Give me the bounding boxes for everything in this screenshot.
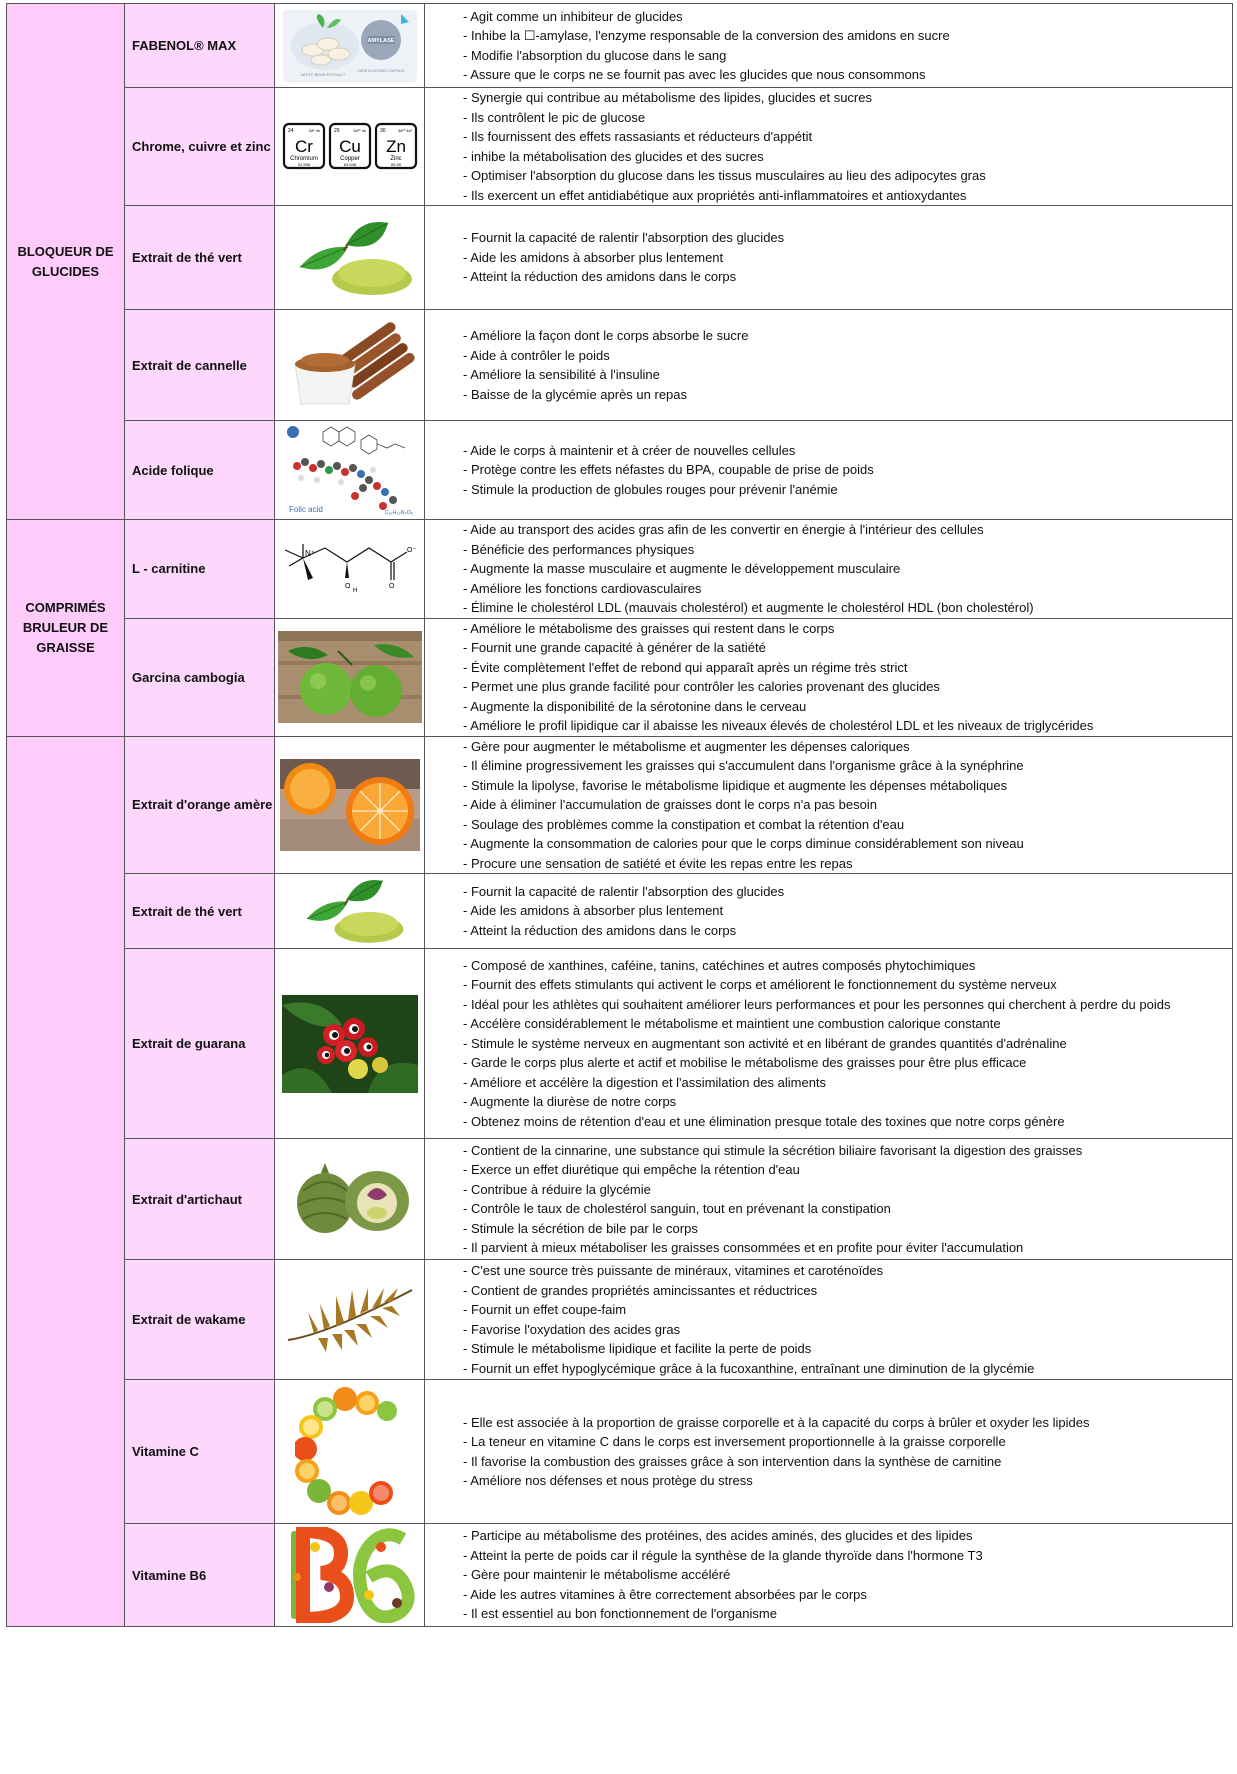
ingredient-name: Garcina cambogia: [125, 618, 275, 736]
benefit-item: - Ils contrôlent le pic de glucose: [463, 109, 646, 125]
ingredient-name: L - carnitine: [125, 520, 275, 619]
ingredient-name: Extrait de wakame: [125, 1260, 275, 1380]
benefit-item: - Stimule la sécrétion de bile par le corps: [463, 1220, 698, 1236]
electron-config: 3d¹⁰ 4s: [352, 127, 366, 133]
benefits-list: [425, 736, 1233, 874]
benefit-item: - Elle est associée à la proportion de graisse corporelle et à la capacité du corps à brûler et oxyder les lipides: [463, 1414, 1090, 1430]
benefit-item: - Obtenez moins de rétention d'eau et une élimination presque totale des toxines que notre corps génère: [463, 1113, 1065, 1129]
benefit-item: - Aide au transport des acides gras afin de les convertir en énergie à l'intérieur des cellules: [463, 522, 984, 537]
ingredient-name: Extrait d'orange amère: [125, 736, 275, 874]
table-row: [7, 206, 1233, 310]
benefit-item: - Améliore nos défenses et nous protège du stress: [463, 1473, 753, 1488]
benefit-item: - Fournit des effets stimulants qui activent le corps et améliorent le fonctionnement du système nerveux: [463, 977, 1057, 993]
ingredient-name: Vitamine C: [125, 1380, 275, 1524]
benefit-item: - Évite complètement l'effet de rebond qui apparaît après un régime très strict: [463, 659, 908, 675]
svg-text:O: O: [389, 582, 395, 590]
benefit-item: - inhibe la métabolisation des glucides et des sucres: [463, 148, 764, 164]
benefits-list: [425, 88, 1233, 206]
table-row: [7, 4, 1233, 88]
benefits-list: [425, 1524, 1233, 1627]
benefit-item: - Gère pour augmenter le métabolisme et augmenter les dépenses caloriques: [463, 738, 910, 754]
folic-acid-molecule-image: [275, 421, 425, 520]
benefits-list: [425, 1139, 1233, 1260]
benefit-item: - Modifie l'absorption du glucose dans le sang: [463, 47, 727, 63]
vitamin-c-fruits-image: [275, 1380, 425, 1524]
benefit-item: - Accélère considérablement le métabolisme et maintient une combustion calorique constante: [463, 1016, 1001, 1032]
benefit-item: - Stimule la lipolyse, favorise le métabolisme lipidique et augmente les dépenses métaboliques: [463, 777, 1008, 793]
benefit-item: - Gère pour maintenir le métabolisme accéléré: [463, 1567, 731, 1583]
benefit-item: - Inhibe la ☐-amylase, l'enzyme responsable de la conversion des amidons en sucre: [463, 28, 950, 43]
guarana-fruit-image: [275, 949, 425, 1139]
atomic-number: 29: [333, 127, 340, 134]
benefit-item: - C'est une source très puissante de minéraux, vitamines et caroténoïdes: [463, 1263, 884, 1278]
benefit-item: - Améliore le métabolisme des graisses qui restent dans le corps: [463, 620, 835, 636]
badge-text: AMYLASE: [367, 37, 394, 44]
benefit-item: - Contient de grandes propriétés amincissantes et réductrices: [463, 1282, 818, 1298]
ingredient-name: FABENOL® MAX: [125, 4, 275, 88]
ingredient-name: Extrait de thé vert: [125, 874, 275, 949]
ingredient-name: Chrome, cuivre et zinc: [125, 88, 275, 206]
benefits-list: [425, 949, 1233, 1139]
benefit-item: - Permet une plus grande facilité pour contrôler les calories provenant des glucides: [463, 679, 940, 694]
benefit-item: - Contrôle le taux de cholestérol sanguin, tout en prévenant la constipation: [463, 1201, 891, 1216]
svg-text:H: H: [353, 587, 358, 594]
category-label: BLOQUEUR DE GLUCIDES: [17, 243, 114, 279]
wakame-seaweed-image: [275, 1260, 425, 1380]
benefit-item: - La teneur en vitamine C dans le corps est inversement proportionnelle à la graisse corporelle: [463, 1434, 1006, 1449]
element-tile: [376, 124, 416, 168]
vitamin-b6-foods-image: [275, 1524, 425, 1627]
bitter-orange-image: [275, 736, 425, 874]
benefit-item: - Exerce un effet diurétique qui empêche la rétention d'eau: [463, 1162, 800, 1177]
atomic-weight: 63.546: [343, 161, 356, 167]
table-row: [7, 88, 1233, 206]
element-name: Chromium: [289, 155, 318, 162]
carnitine-structure-image: [275, 520, 425, 619]
benefit-item: - Agit comme un inhibiteur de glucides: [463, 8, 683, 24]
benefit-item: - Améliore la sensibilité à l'insuline: [463, 367, 660, 382]
benefit-item: - Aide le corps à maintenir et à créer de nouvelles cellules: [463, 442, 796, 458]
category-cell: [7, 4, 125, 520]
benefit-item: - Il élimine progressivement les graisses qui s'accumulent dans l'organisme grâce à la synéphrine: [463, 758, 1024, 773]
category-cell: [7, 520, 125, 737]
cinnamon-image: [275, 310, 425, 421]
atomic-weight: 51.996: [297, 161, 310, 167]
table-row: [7, 1139, 1233, 1260]
benefits-list: [425, 421, 1233, 520]
category-cell: [7, 736, 125, 1627]
green-tea-image: [275, 206, 425, 310]
element-symbol: Zn: [385, 136, 406, 156]
benefit-item: - Stimule le système nerveux en augmentant son activité et en libérant de grandes quantités d'adrénaline: [463, 1035, 1067, 1051]
benefit-item: - Baisse de la glycémie après un repas: [463, 386, 688, 402]
element-tile: [284, 124, 324, 168]
image-caption: WHITE BEAN EXTRACT: [300, 71, 345, 77]
benefit-item: - Fournit une grande capacité à générer de la satiété: [463, 640, 766, 655]
table-row: [7, 310, 1233, 421]
benefit-item: - Aide les amidons à absorber plus lentement: [463, 249, 724, 265]
benefit-item: - Bénéficie des performances physiques: [463, 541, 695, 557]
periodic-elements-image: [275, 88, 425, 206]
benefit-item: - Aide les amidons à absorber plus lentement: [463, 903, 724, 919]
artichoke-image: [275, 1139, 425, 1260]
garcinia-fruit-image: [275, 618, 425, 736]
ingredient-name: Extrait de cannelle: [125, 310, 275, 421]
benefit-item: - Atteint la réduction des amidons dans le corps: [463, 922, 737, 938]
svg-text:N⁺: N⁺: [305, 548, 315, 558]
benefit-item: - Participe au métabolisme des protéines, des acides aminés, des glucides et des lipides: [463, 1528, 973, 1544]
benefits-list: [425, 310, 1233, 421]
table-row: [7, 736, 1233, 874]
element-name: Copper: [339, 155, 360, 162]
benefit-item: - Ils exercent un effet antidiabétique aux propriétés anti-inflammatoires et antioxydantes: [463, 187, 967, 203]
ingredient-name: Extrait de thé vert: [125, 206, 275, 310]
benefit-item: - Protège contre les effets néfastes du BPA, coupable de prise de poids: [463, 462, 874, 478]
benefit-item: - Atteint la perte de poids car il régule la synthèse de la glande thyroïde dans l'hormone T3: [463, 1547, 983, 1563]
benefit-item: - Il est essentiel au bon fonctionnement de l'organisme: [463, 1606, 777, 1622]
benefits-list: [425, 1260, 1233, 1380]
element-name: Zinc: [389, 155, 402, 162]
benefits-list: [425, 520, 1233, 619]
ingredient-name: Acide folique: [125, 421, 275, 520]
benefit-item: - Aide à contrôler le poids: [463, 347, 610, 363]
benefit-item: - Améliore le profil lipidique car il abaisse les niveaux élevés de cholestérol LDL et les niveaux de triglycérides: [463, 718, 1094, 733]
element-symbol: Cr: [294, 136, 313, 156]
benefit-item: - Augmente la disponibilité de la sérotonine dans le cerveau: [463, 698, 807, 714]
image-caption: Folic acid: [288, 505, 323, 514]
benefits-list: [425, 1380, 1233, 1524]
benefit-item: - Fournit un effet hypoglycémique grâce à la fucoxanthine, entraînant une diminution de la glycémie: [463, 1360, 1035, 1376]
benefits-list: [425, 4, 1233, 88]
benefit-item: - Améliore les fonctions cardiovasculaires: [463, 580, 702, 596]
element-tile: [330, 124, 370, 168]
benefit-item: - Fournit un effet coupe-faim: [463, 1302, 627, 1317]
benefit-item: - Aide les autres vitamines à être correctement absorbées par le corps: [463, 1586, 867, 1602]
table-row: [7, 520, 1233, 619]
benefit-item: - Stimule la production de globules rouges pour prévenir l'anémie: [463, 481, 838, 497]
benefit-item: - Idéal pour les athlètes qui souhaitent améliorer leurs performances et pour les personnes qui cherchent à perdre du poids: [463, 996, 1171, 1012]
benefit-item: - Contribue à réduire la glycémie: [463, 1181, 651, 1197]
atomic-number: 30: [379, 127, 386, 134]
element-symbol: Cu: [338, 136, 361, 156]
benefit-item: - Améliore et accélère la digestion et l'assimilation des aliments: [463, 1074, 827, 1090]
formula-label: C₁₉H₁₉N₇O₆: [384, 510, 413, 516]
benefit-item: - Il favorise la combustion des graisses grâce à son intervention dans la synthèse de carnitine: [463, 1453, 1002, 1469]
table-row: [7, 1380, 1233, 1524]
table-row: [7, 618, 1233, 736]
benefit-item: - Stimule le métabolisme lipidique et facilite la perte de poids: [463, 1341, 812, 1356]
benefit-item: - Fournit la capacité de ralentir l'absorption des glucides: [463, 883, 785, 899]
table-row: [7, 1524, 1233, 1627]
supplement-ingredients-table: [6, 3, 1233, 1627]
benefits-list: [425, 618, 1233, 736]
benefit-item: - Atteint la réduction des amidons dans le corps: [463, 269, 737, 285]
benefit-item: - Augmente la consommation de calories pour que le corps diminue considérablement son niveau: [463, 836, 1024, 851]
benefit-item: - Assure que le corps ne se fournit pas avec les glucides que nous consommons: [463, 67, 926, 82]
benefit-item: - Ils fournissent des effets rassasiants et réducteurs d'appétit: [463, 129, 813, 144]
benefit-item: - Synergie qui contribue au métabolisme des lipides, glucides et sucres: [463, 90, 872, 105]
image-caption: CARB BLOCKING CAPSULE: [356, 68, 405, 73]
ingredient-name: Vitamine B6: [125, 1524, 275, 1627]
benefit-item: - Favorise l'oxydation des acides gras: [463, 1321, 681, 1337]
white-bean-amylase-image: [275, 4, 425, 88]
category-label: COMPRIMÉS BRULEUR DE GRAISSE: [22, 599, 109, 655]
svg-text:O: O: [345, 582, 351, 590]
benefit-item: - Aide à éliminer l'accumulation de graisses dont le corps n'a pas besoin: [463, 797, 877, 812]
ingredient-name: Extrait de guarana: [125, 949, 275, 1139]
green-tea-image: [275, 874, 425, 949]
table-row: [7, 874, 1233, 949]
electron-config: 3d¹⁰ 4s²: [397, 127, 412, 133]
table-row: [7, 949, 1233, 1139]
ingredient-name: Extrait d'artichaut: [125, 1139, 275, 1260]
benefit-item: - Composé de xanthines, caféine, tanins, catéchines et autres composés phytochimiques: [463, 957, 976, 973]
benefit-item: - Fournit la capacité de ralentir l'absorption des glucides: [463, 230, 785, 246]
table-row: [7, 1260, 1233, 1380]
table-row: [7, 421, 1233, 520]
benefit-item: - Il parvient à mieux métaboliser les graisses consommées et en profite pour éviter l'accumulation: [463, 1240, 1024, 1255]
electron-config: 3d⁵ 4s: [308, 127, 320, 133]
benefit-item: - Soulage des problèmes comme la constipation et combat la rétention d'eau: [463, 816, 905, 832]
atomic-weight: 65.39: [390, 161, 401, 167]
benefit-item: - Augmente la diurèse de notre corps: [463, 1094, 677, 1110]
benefit-item: - Améliore la façon dont le corps absorbe le sucre: [463, 328, 749, 343]
benefit-item: - Contient de la cinnarine, une substance qui stimule la sécrétion biliaire favorisant la digestion des graisses: [463, 1142, 1083, 1158]
svg-text:O⁻: O⁻: [407, 546, 417, 554]
atomic-number: 24: [287, 127, 294, 134]
benefit-item: - Élimine le cholestérol LDL (mauvais cholestérol) et augmente le cholestérol HDL (bon cholestérol): [463, 600, 1034, 615]
benefit-item: - Optimiser l'absorption du glucose dans les tissus musculaires au lieu des adipocytes gras: [463, 168, 986, 183]
benefits-list: [425, 874, 1233, 949]
benefit-item: - Garde le corps plus alerte et actif et mobilise le métabolisme des graisses pour être plus efficace: [463, 1055, 1027, 1071]
benefits-list: [425, 206, 1233, 310]
benefit-item: - Procure une sensation de satiété et évite les repas entre les repas: [463, 855, 853, 871]
benefit-item: - Augmente la masse musculaire et augmente le développement musculaire: [463, 561, 901, 576]
